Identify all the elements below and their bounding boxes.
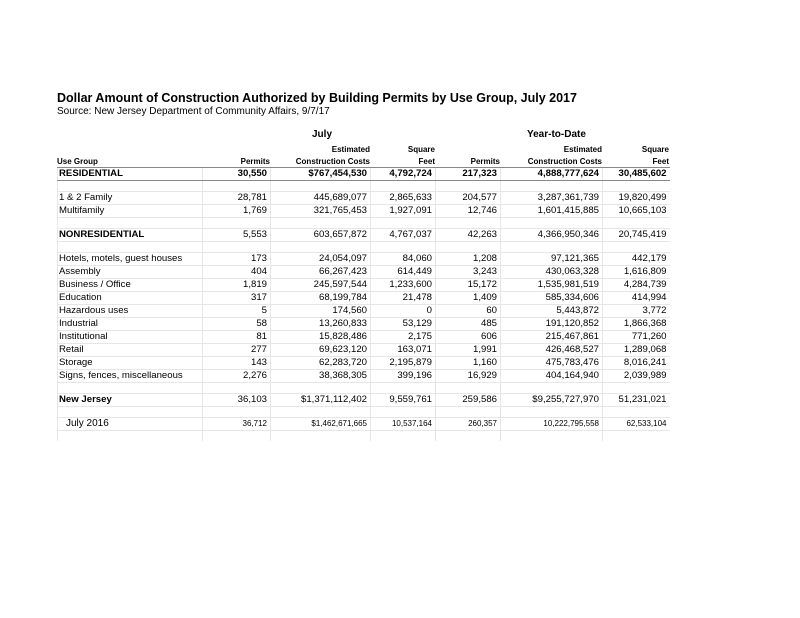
row-label: Education — [58, 292, 203, 305]
cell-ytd-sqft: 1,289,068 — [603, 344, 670, 357]
row-label: New Jersey — [58, 394, 203, 407]
page-title: Dollar Amount of Construction Authorized by Building Permits by Use Group, July 2017 — [57, 91, 577, 105]
cell-ytd-sqft: 20,745,419 — [603, 229, 670, 242]
cell-cost: $767,454,530 — [271, 168, 371, 181]
cell-cost: 174,560 — [271, 305, 371, 318]
cell-sqft: 9,559,761 — [371, 394, 436, 407]
cell-permits: 36,103 — [203, 394, 271, 407]
cell-ytd-cost: 4,888,777,624 — [501, 168, 603, 181]
cell-ytd-permits: 259,586 — [436, 394, 501, 407]
cell-ytd-permits: 217,323 — [436, 168, 501, 181]
cell-permits: 58 — [203, 318, 271, 331]
cell-ytd-cost: 10,222,795,558 — [501, 418, 603, 431]
row-label: Business / Office — [58, 279, 203, 292]
source-note: Source: New Jersey Department of Community Affairs, 9/7/17 — [57, 106, 330, 117]
cell-ytd-cost: 215,467,861 — [501, 331, 603, 344]
cell-ytd-sqft: 10,665,103 — [603, 205, 670, 218]
cell-sqft: 0 — [371, 305, 436, 318]
cell-permits: 173 — [203, 253, 271, 266]
cell-sqft: 21,478 — [371, 292, 436, 305]
cell-ytd-permits: 12,746 — [436, 205, 501, 218]
cell-ytd-sqft: 442,179 — [603, 253, 670, 266]
cell-cost: 69,623,120 — [271, 344, 371, 357]
spacer-row — [58, 181, 670, 192]
cell-permits: 404 — [203, 266, 271, 279]
header-estimated-2: Construction Costs — [295, 157, 370, 166]
cell-sqft: 399,196 — [371, 370, 436, 383]
cell-ytd-permits: 15,172 — [436, 279, 501, 292]
cell-cost: 445,689,077 — [271, 192, 371, 205]
row-label: Retail — [58, 344, 203, 357]
cell-permits: 36,712 — [203, 418, 271, 431]
cell-ytd-cost: 97,121,365 — [501, 253, 603, 266]
row-label: Hazardous uses — [58, 305, 203, 318]
header-ytd-square-2: Feet — [652, 157, 669, 166]
cell-permits: 5,553 — [203, 229, 271, 242]
cell-permits: 1,819 — [203, 279, 271, 292]
cell-cost: 38,368,305 — [271, 370, 371, 383]
table-row — [58, 318, 670, 331]
cell-ytd-permits: 16,929 — [436, 370, 501, 383]
table-row — [58, 331, 670, 344]
cell-ytd-sqft: 1,616,809 — [603, 266, 670, 279]
cell-ytd-permits: 606 — [436, 331, 501, 344]
header-estimated-1: Estimated — [331, 145, 370, 154]
cell-cost: $1,371,112,402 — [271, 394, 371, 407]
cell-cost: 68,199,784 — [271, 292, 371, 305]
header-ytd-permits: Permits — [470, 157, 500, 166]
cell-sqft: 2,865,633 — [371, 192, 436, 205]
cell-ytd-sqft: 30,485,602 — [603, 168, 670, 181]
header-square-2: Feet — [418, 157, 435, 166]
cell-sqft: 84,060 — [371, 253, 436, 266]
row-label: RESIDENTIAL — [58, 168, 203, 181]
cell-ytd-sqft: 8,016,241 — [603, 357, 670, 370]
cell-cost: 321,765,453 — [271, 205, 371, 218]
spacer-row — [58, 383, 670, 394]
cell-cost: 15,828,486 — [271, 331, 371, 344]
header-ytd-square-1: Square — [641, 145, 669, 154]
row-label: Assembly — [58, 266, 203, 279]
cell-sqft: 2,195,879 — [371, 357, 436, 370]
table-row — [58, 292, 670, 305]
cell-ytd-permits: 1,208 — [436, 253, 501, 266]
cell-permits: 81 — [203, 331, 271, 344]
row-label: NONRESIDENTIAL — [58, 229, 203, 242]
cell-ytd-permits: 204,577 — [436, 192, 501, 205]
table-row — [58, 370, 670, 383]
cell-permits: 30,550 — [203, 168, 271, 181]
cell-permits: 1,769 — [203, 205, 271, 218]
cell-sqft: 4,767,037 — [371, 229, 436, 242]
cell-ytd-cost: 4,366,950,346 — [501, 229, 603, 242]
header-use-group: Use Group — [57, 157, 98, 166]
row-label: Storage — [58, 357, 203, 370]
row-label: July 2016 — [58, 418, 203, 431]
cell-ytd-cost: 191,120,852 — [501, 318, 603, 331]
header-permits: Permits — [240, 157, 270, 166]
cell-ytd-cost: 1,601,415,885 — [501, 205, 603, 218]
cell-cost: 66,267,423 — [271, 266, 371, 279]
spacer-row — [58, 431, 670, 442]
cell-sqft: 1,927,091 — [371, 205, 436, 218]
cell-ytd-sqft: 414,994 — [603, 292, 670, 305]
cell-sqft: 2,175 — [371, 331, 436, 344]
group-header-july: July — [312, 129, 333, 140]
cell-cost: 24,054,097 — [271, 253, 371, 266]
cell-permits: 5 — [203, 305, 271, 318]
table-row — [58, 418, 670, 431]
table-row — [58, 305, 670, 318]
table-row — [58, 192, 670, 205]
cell-ytd-cost: 426,468,527 — [501, 344, 603, 357]
cell-cost: $1,462,671,665 — [271, 418, 371, 431]
cell-ytd-sqft: 4,284,739 — [603, 279, 670, 292]
cell-ytd-sqft: 3,772 — [603, 305, 670, 318]
cell-sqft: 614,449 — [371, 266, 436, 279]
table-row — [58, 344, 670, 357]
cell-cost: 603,657,872 — [271, 229, 371, 242]
table-row — [58, 394, 670, 407]
cell-ytd-cost: 1,535,981,519 — [501, 279, 603, 292]
row-label: 1 & 2 Family — [58, 192, 203, 205]
cell-sqft: 163,071 — [371, 344, 436, 357]
cell-permits: 28,781 — [203, 192, 271, 205]
table-row — [58, 229, 670, 242]
table-row — [58, 205, 670, 218]
cell-ytd-sqft: 771,260 — [603, 331, 670, 344]
cell-ytd-sqft: 62,533,104 — [603, 418, 670, 431]
spacer-row — [58, 407, 670, 418]
header-square-1: Square — [407, 145, 435, 154]
cell-ytd-cost: 3,287,361,739 — [501, 192, 603, 205]
spacer-row — [58, 242, 670, 253]
cell-sqft: 1,233,600 — [371, 279, 436, 292]
row-label: Institutional — [58, 331, 203, 344]
cell-ytd-permits: 60 — [436, 305, 501, 318]
cell-sqft: 10,537,164 — [371, 418, 436, 431]
cell-ytd-sqft: 51,231,021 — [603, 394, 670, 407]
cell-ytd-cost: $9,255,727,970 — [501, 394, 603, 407]
cell-permits: 2,276 — [203, 370, 271, 383]
cell-ytd-cost: 5,443,872 — [501, 305, 603, 318]
table-row — [58, 357, 670, 370]
header-ytd-estimated-1: Estimated — [563, 145, 602, 154]
table-row — [58, 279, 670, 292]
row-label: Hotels, motels, guest houses — [58, 253, 203, 266]
cell-sqft: 53,129 — [371, 318, 436, 331]
table-row — [58, 266, 670, 279]
cell-ytd-permits: 1,409 — [436, 292, 501, 305]
table-row — [58, 253, 670, 266]
row-label: Multifamily — [58, 205, 203, 218]
cell-permits: 143 — [203, 357, 271, 370]
cell-ytd-sqft: 1,866,368 — [603, 318, 670, 331]
cell-ytd-permits: 485 — [436, 318, 501, 331]
cell-permits: 317 — [203, 292, 271, 305]
cell-ytd-permits: 260,357 — [436, 418, 501, 431]
cell-ytd-cost: 404,164,940 — [501, 370, 603, 383]
cell-cost: 13,260,833 — [271, 318, 371, 331]
cell-ytd-sqft: 19,820,499 — [603, 192, 670, 205]
table-row — [58, 168, 670, 181]
cell-cost: 245,597,544 — [271, 279, 371, 292]
permits-table — [57, 167, 670, 441]
cell-sqft: 4,792,724 — [371, 168, 436, 181]
cell-ytd-permits: 1,991 — [436, 344, 501, 357]
row-label: Industrial — [58, 318, 203, 331]
cell-cost: 62,283,720 — [271, 357, 371, 370]
cell-ytd-cost: 430,063,328 — [501, 266, 603, 279]
cell-ytd-cost: 475,783,476 — [501, 357, 603, 370]
row-label: Signs, fences, miscellaneous — [58, 370, 203, 383]
cell-ytd-permits: 1,160 — [436, 357, 501, 370]
group-header-ytd: Year-to-Date — [527, 129, 586, 140]
cell-permits: 277 — [203, 344, 271, 357]
header-ytd-estimated-2: Construction Costs — [527, 157, 602, 166]
spacer-row — [58, 218, 670, 229]
cell-ytd-cost: 585,334,606 — [501, 292, 603, 305]
cell-ytd-sqft: 2,039,989 — [603, 370, 670, 383]
cell-ytd-permits: 3,243 — [436, 266, 501, 279]
cell-ytd-permits: 42,263 — [436, 229, 501, 242]
